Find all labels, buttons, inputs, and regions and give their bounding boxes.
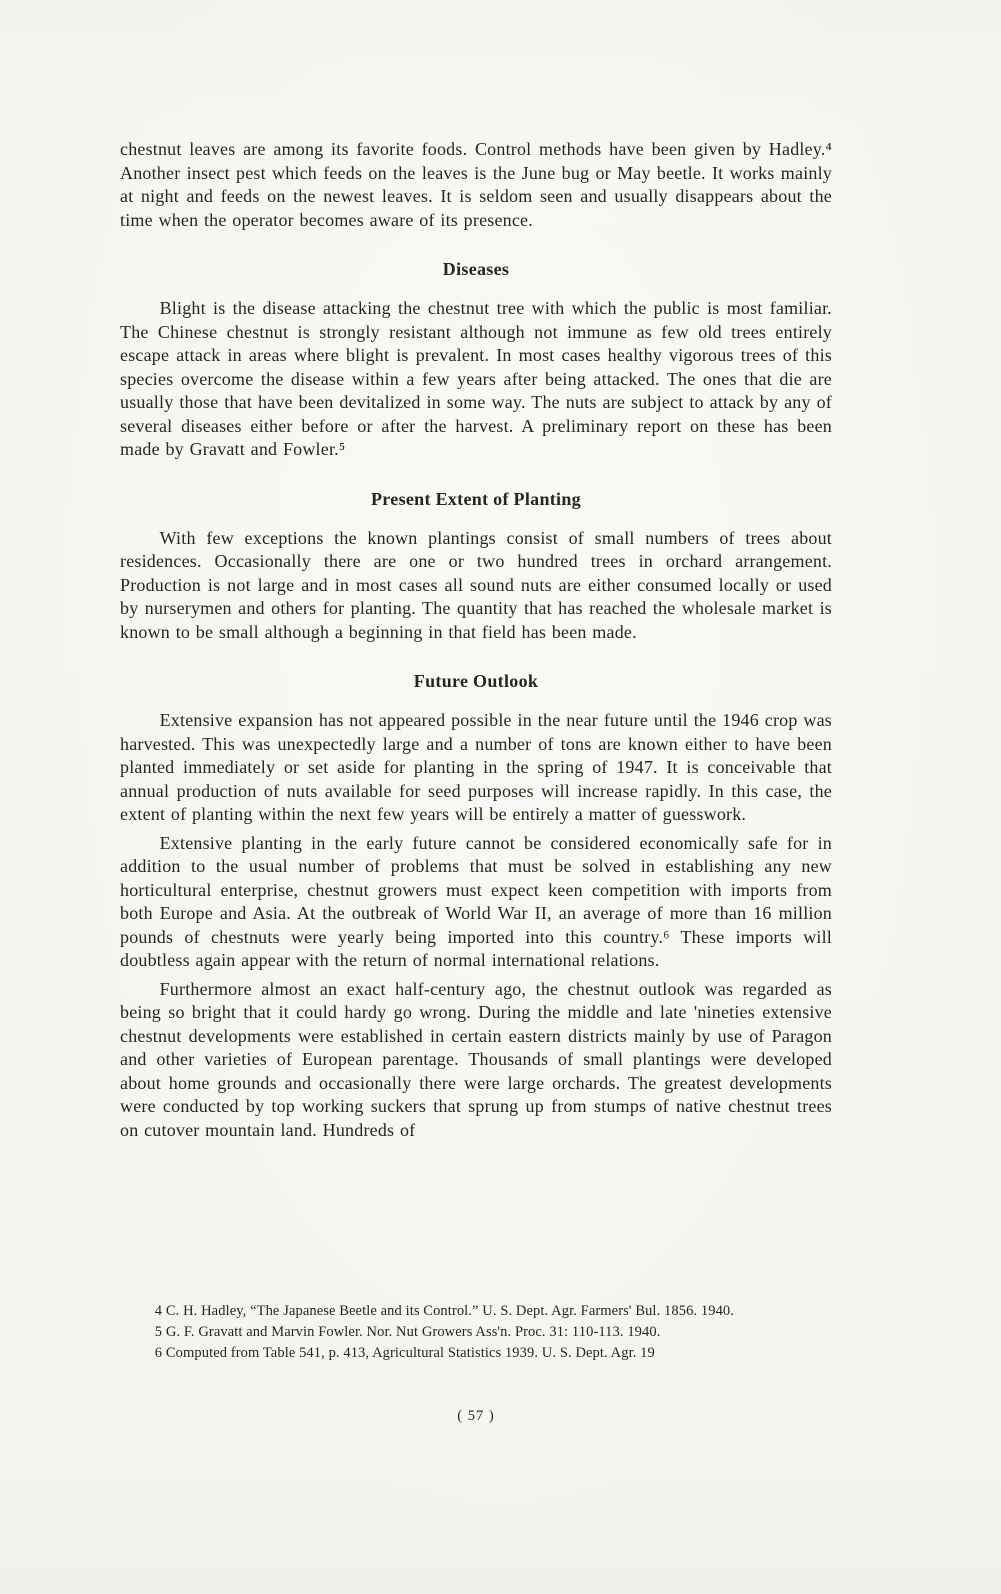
paragraph-diseases: Blight is the disease attacking the chestnut tree with which the public is most familiar. The Chinese chestnut is strongly resistant although not immune as few old trees entirely escape attack in areas where blight is prevalent. In most cases healthy vigorous trees of this species overcome the disease within a few years after being attacked. The ones that die are usually those that have been devitalized in some way. The nuts are subject to attack by any of several diseases either before or after the harvest. A preliminary report on these has been made by Gravatt and Fowler.⁵: [120, 298, 832, 459]
paragraph-insects-continuation: chestnut leaves are among its favorite foods. Control methods have been given by Hadley.⁴ Another insect pest which feeds on the leaves is the June bug or May beetle. It works mainly at night and feeds on the newest leaves. It is seldom seen and usually disappears about the time when the operator becomes aware of its presence.: [120, 139, 832, 230]
section-heading-future-outlook: Future Outlook: [413, 671, 539, 691]
footnotes-block: [120, 1302, 832, 1365]
section-heading-diseases: Diseases: [442, 259, 510, 279]
paragraph-future-outlook-2: Extensive planting in the early future cannot be considered economically safe for in addition to the usual number of problems that must be solved in establishing any new horticultural enterprise, chestnut growers must expect keen competition with imports from both Europe and Asia. At the outbreak of World War II, an average of more than 16 million pounds of chestnuts were yearly being imported into this country.⁶ These imports will doubtless again appear with the return of normal international relations.: [120, 832, 832, 970]
footnote-5: 5 G. F. Gravatt and Marvin Fowler. Nor. Nut Growers Ass'n. Proc. 31: 110-113. 1940.: [154, 1324, 661, 1340]
text-block: [120, 138, 832, 1147]
paragraph-future-outlook-3: Furthermore almost an exact half-century ago, the chestnut outlook was regarded as being so bright that it could hardy go wrong. During the middle and late 'nineties extensive chestnut developments were established in certain eastern districts mainly by use of Paragon and other varieties of European parentage. Thousands of small plantings were developed about home grounds and occasionally there were large orchards. The greatest developments were conducted by top working suckers that sprung up from stumps of native chestnut trees on cutover mountain land. Hundreds of: [120, 978, 832, 1140]
footnote-4: 4 C. H. Hadley, “The Japanese Beetle and its Control.” U. S. Dept. Agr. Farmers' Bul. 1856. 1940.: [154, 1303, 734, 1319]
paragraph-present-extent: With few exceptions the known plantings consist of small numbers of trees about residences. Occasionally there are one or two hundred trees in orchard arrangement. Production is not large and in most cases all sound nuts are either consumed locally or used by nurserymen and others for planting. The quantity that has reached the wholesale market is known to be small although a beginning in that field has been made.: [120, 527, 832, 642]
footnote-6: 6 Computed from Table 541, p. 413, Agricultural Statistics 1939. U. S. Dept. Agr. 19: [154, 1345, 655, 1361]
page-number: ( 57 ): [457, 1408, 495, 1424]
section-heading-present-extent: Present Extent of Planting: [371, 488, 581, 509]
paragraph-future-outlook-1: Extensive expansion has not appeared possible in the near future until the 1946 crop was harvested. This was unexpectedly large and a number of tons are known either to have been planted immediately or set aside for planting in the spring of 1947. It is conceivable that annual production of nuts available for seed purposes will increase rapidly. In this case, the extent of planting within the next few years will be entirely a matter of guesswork.: [120, 710, 832, 824]
